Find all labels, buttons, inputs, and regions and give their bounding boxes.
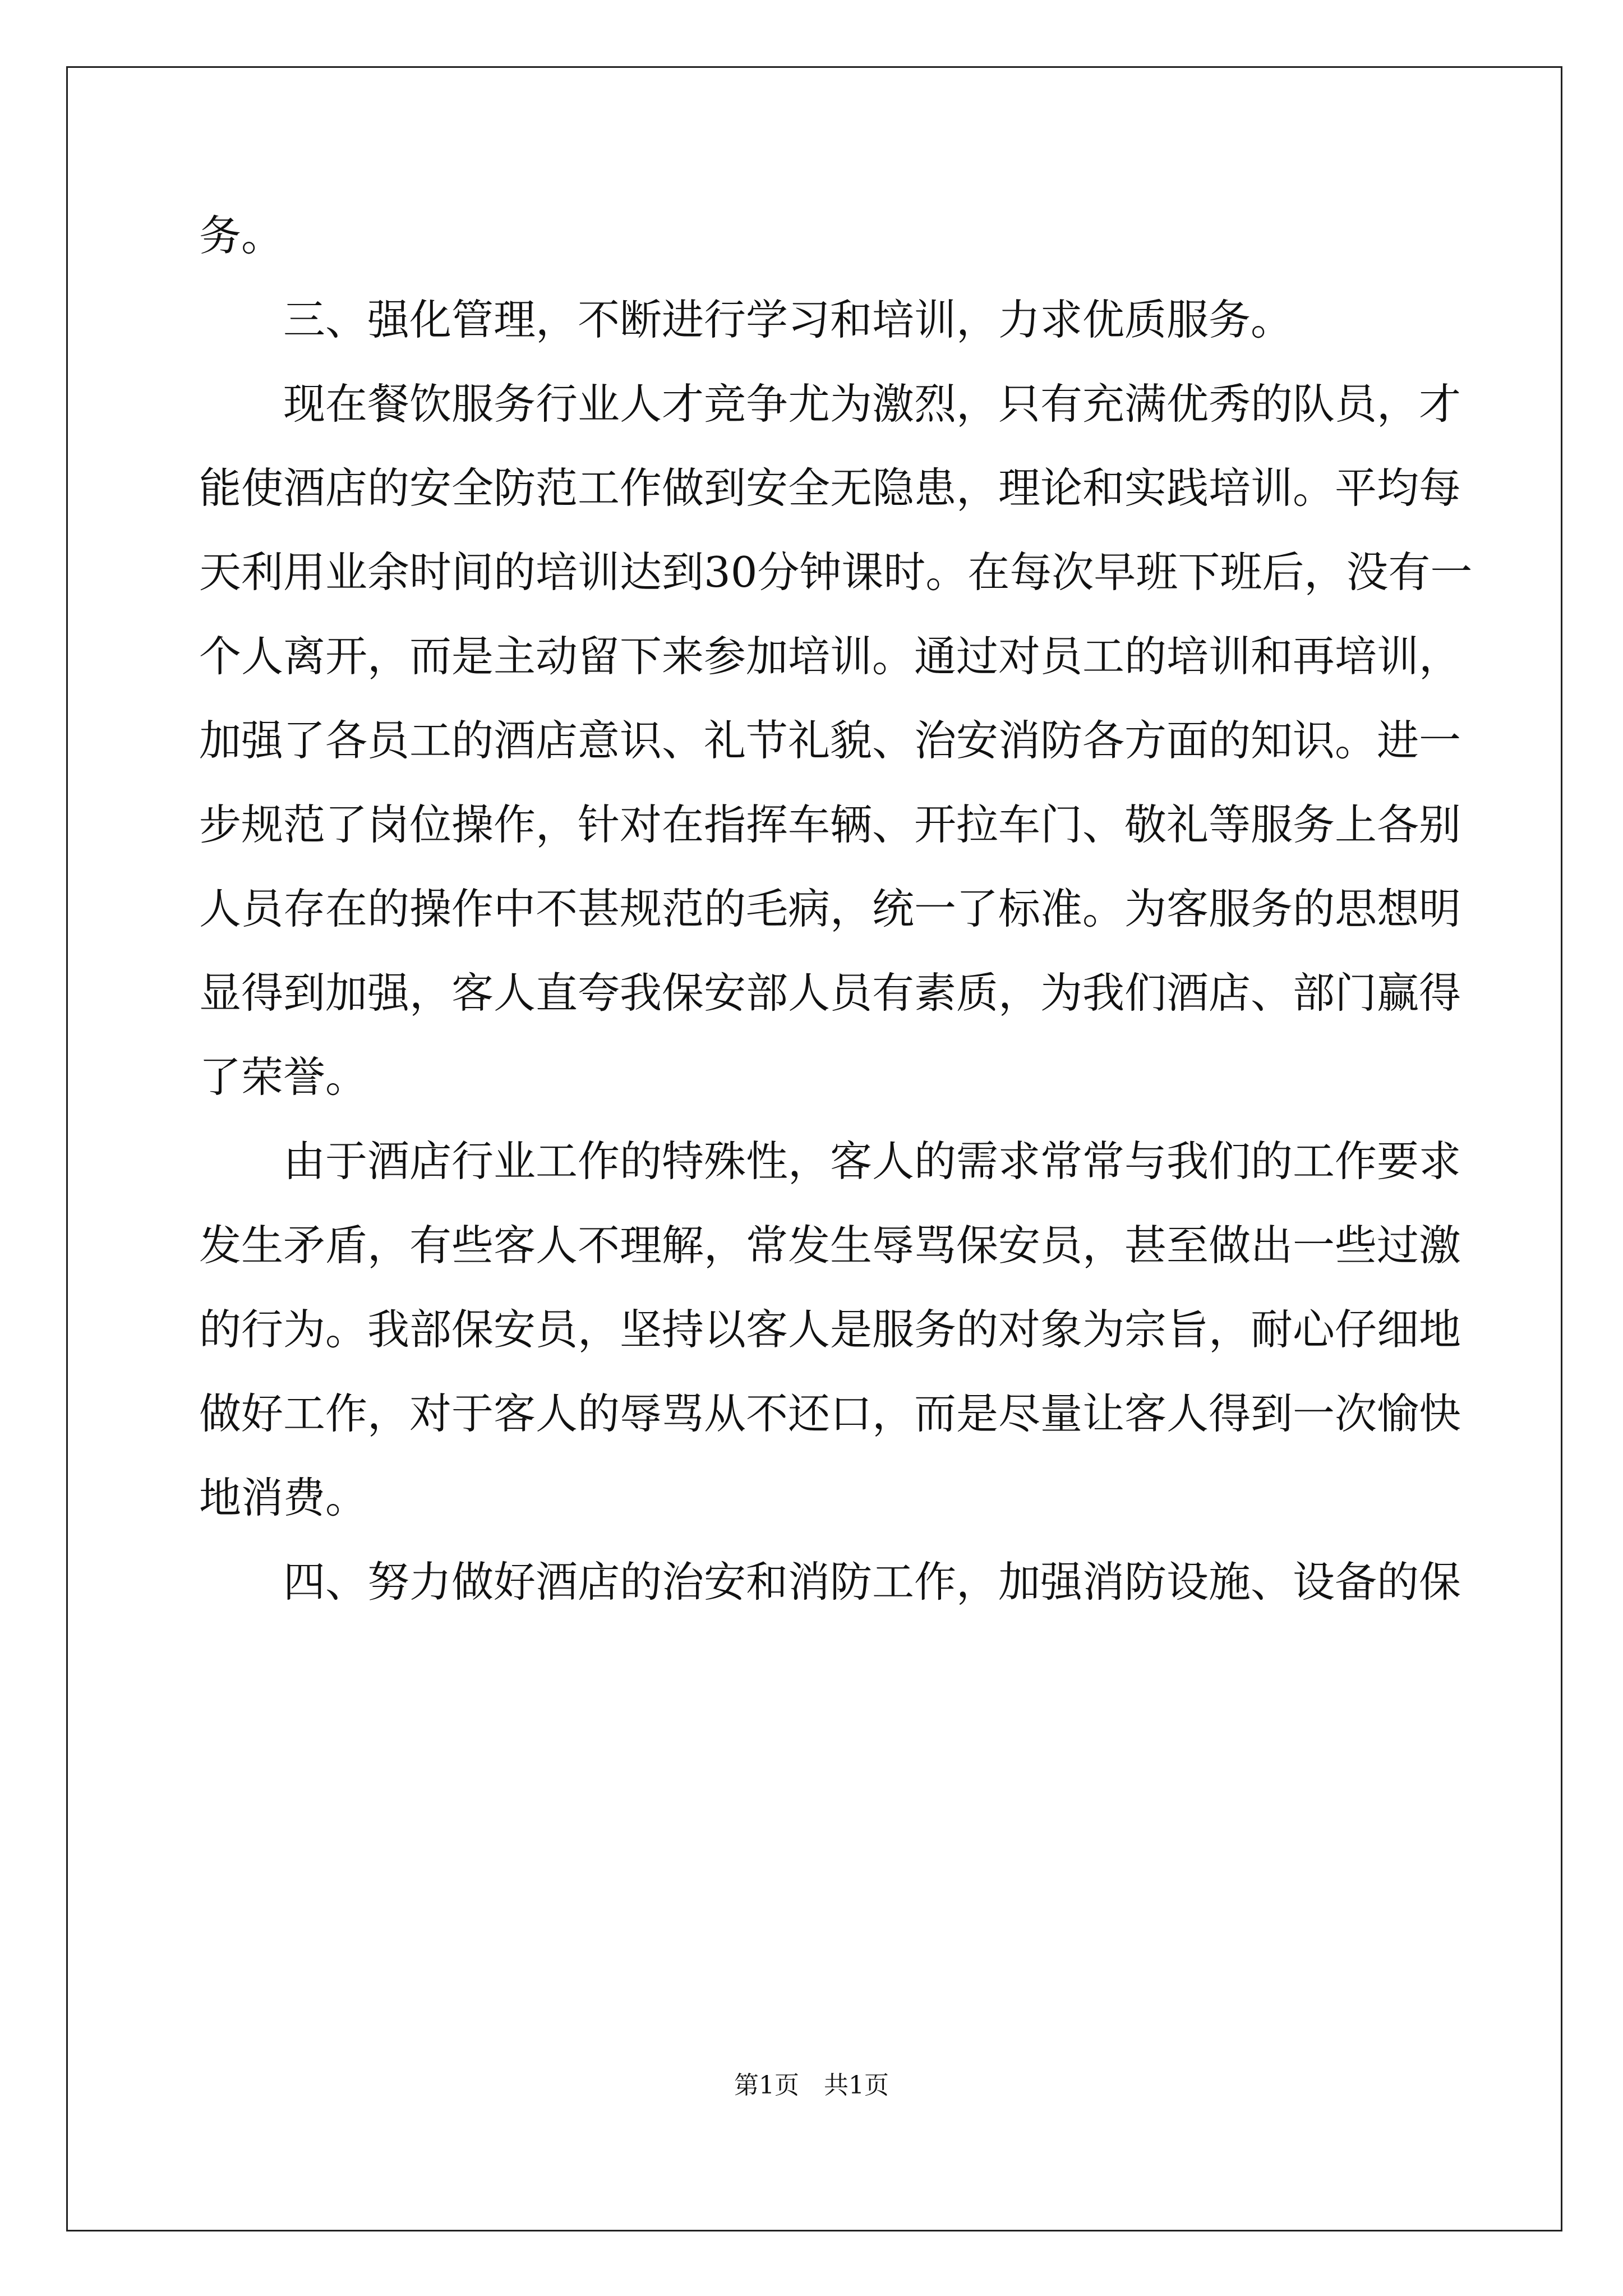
body-line: 的行为。我部保安员，坚持以客人是服务的对象为宗旨，耐心仔细地 [199,1305,1461,1354]
body-line: 人员存在的操作中不甚规范的毛病，统一了标准。为客服务的思想明 [199,884,1461,933]
body-line: 加强了各员工的酒店意识、礼节礼貌、治安消防各方面的知识。进一 [199,716,1461,765]
body-line: 地消费。 [199,1473,368,1522]
body-line: 个人离开，而是主动留下来参加培训。通过对员工的培训和再培训， [199,632,1461,681]
body-line: 天利用业余时间的培训达到30分钟课时。在每次早班下班后，没有一 [199,547,1473,597]
body-line: 发生矛盾，有些客人不理解，常发生辱骂保安员，甚至做出一些过激 [199,1221,1461,1270]
body-line: 步规范了岗位操作，针对在指挥车辆、开拉车门、敬礼等服务上各别 [199,800,1461,849]
body-line: 四、努力做好酒店的治安和消防工作，加强消防设施、设备的保 [283,1557,1461,1607]
body-line: 现在餐饮服务行业人才竞争尤为激烈，只有充满优秀的队员，才 [283,379,1461,429]
page-footer: 第1页 共1页 [734,2071,889,2100]
body-line: 做好工作，对于客人的辱骂从不还口，而是尽量让客人得到一次愉快 [199,1389,1461,1438]
body-line: 三、强化管理，不断进行学习和培训，力求优质服务。 [283,295,1293,344]
body-line: 了荣誉。 [199,1052,368,1102]
body-line: 能使酒店的安全防范工作做到安全无隐患，理论和实践培训。平均每 [199,463,1461,513]
body-line: 务。 [199,211,284,260]
body-line: 显得到加强，客人直夸我保安部人员有素质，为我们酒店、部门赢得 [199,968,1461,1018]
body-line: 由于酒店行业工作的特殊性，客人的需求常常与我们的工作要求 [283,1137,1461,1186]
